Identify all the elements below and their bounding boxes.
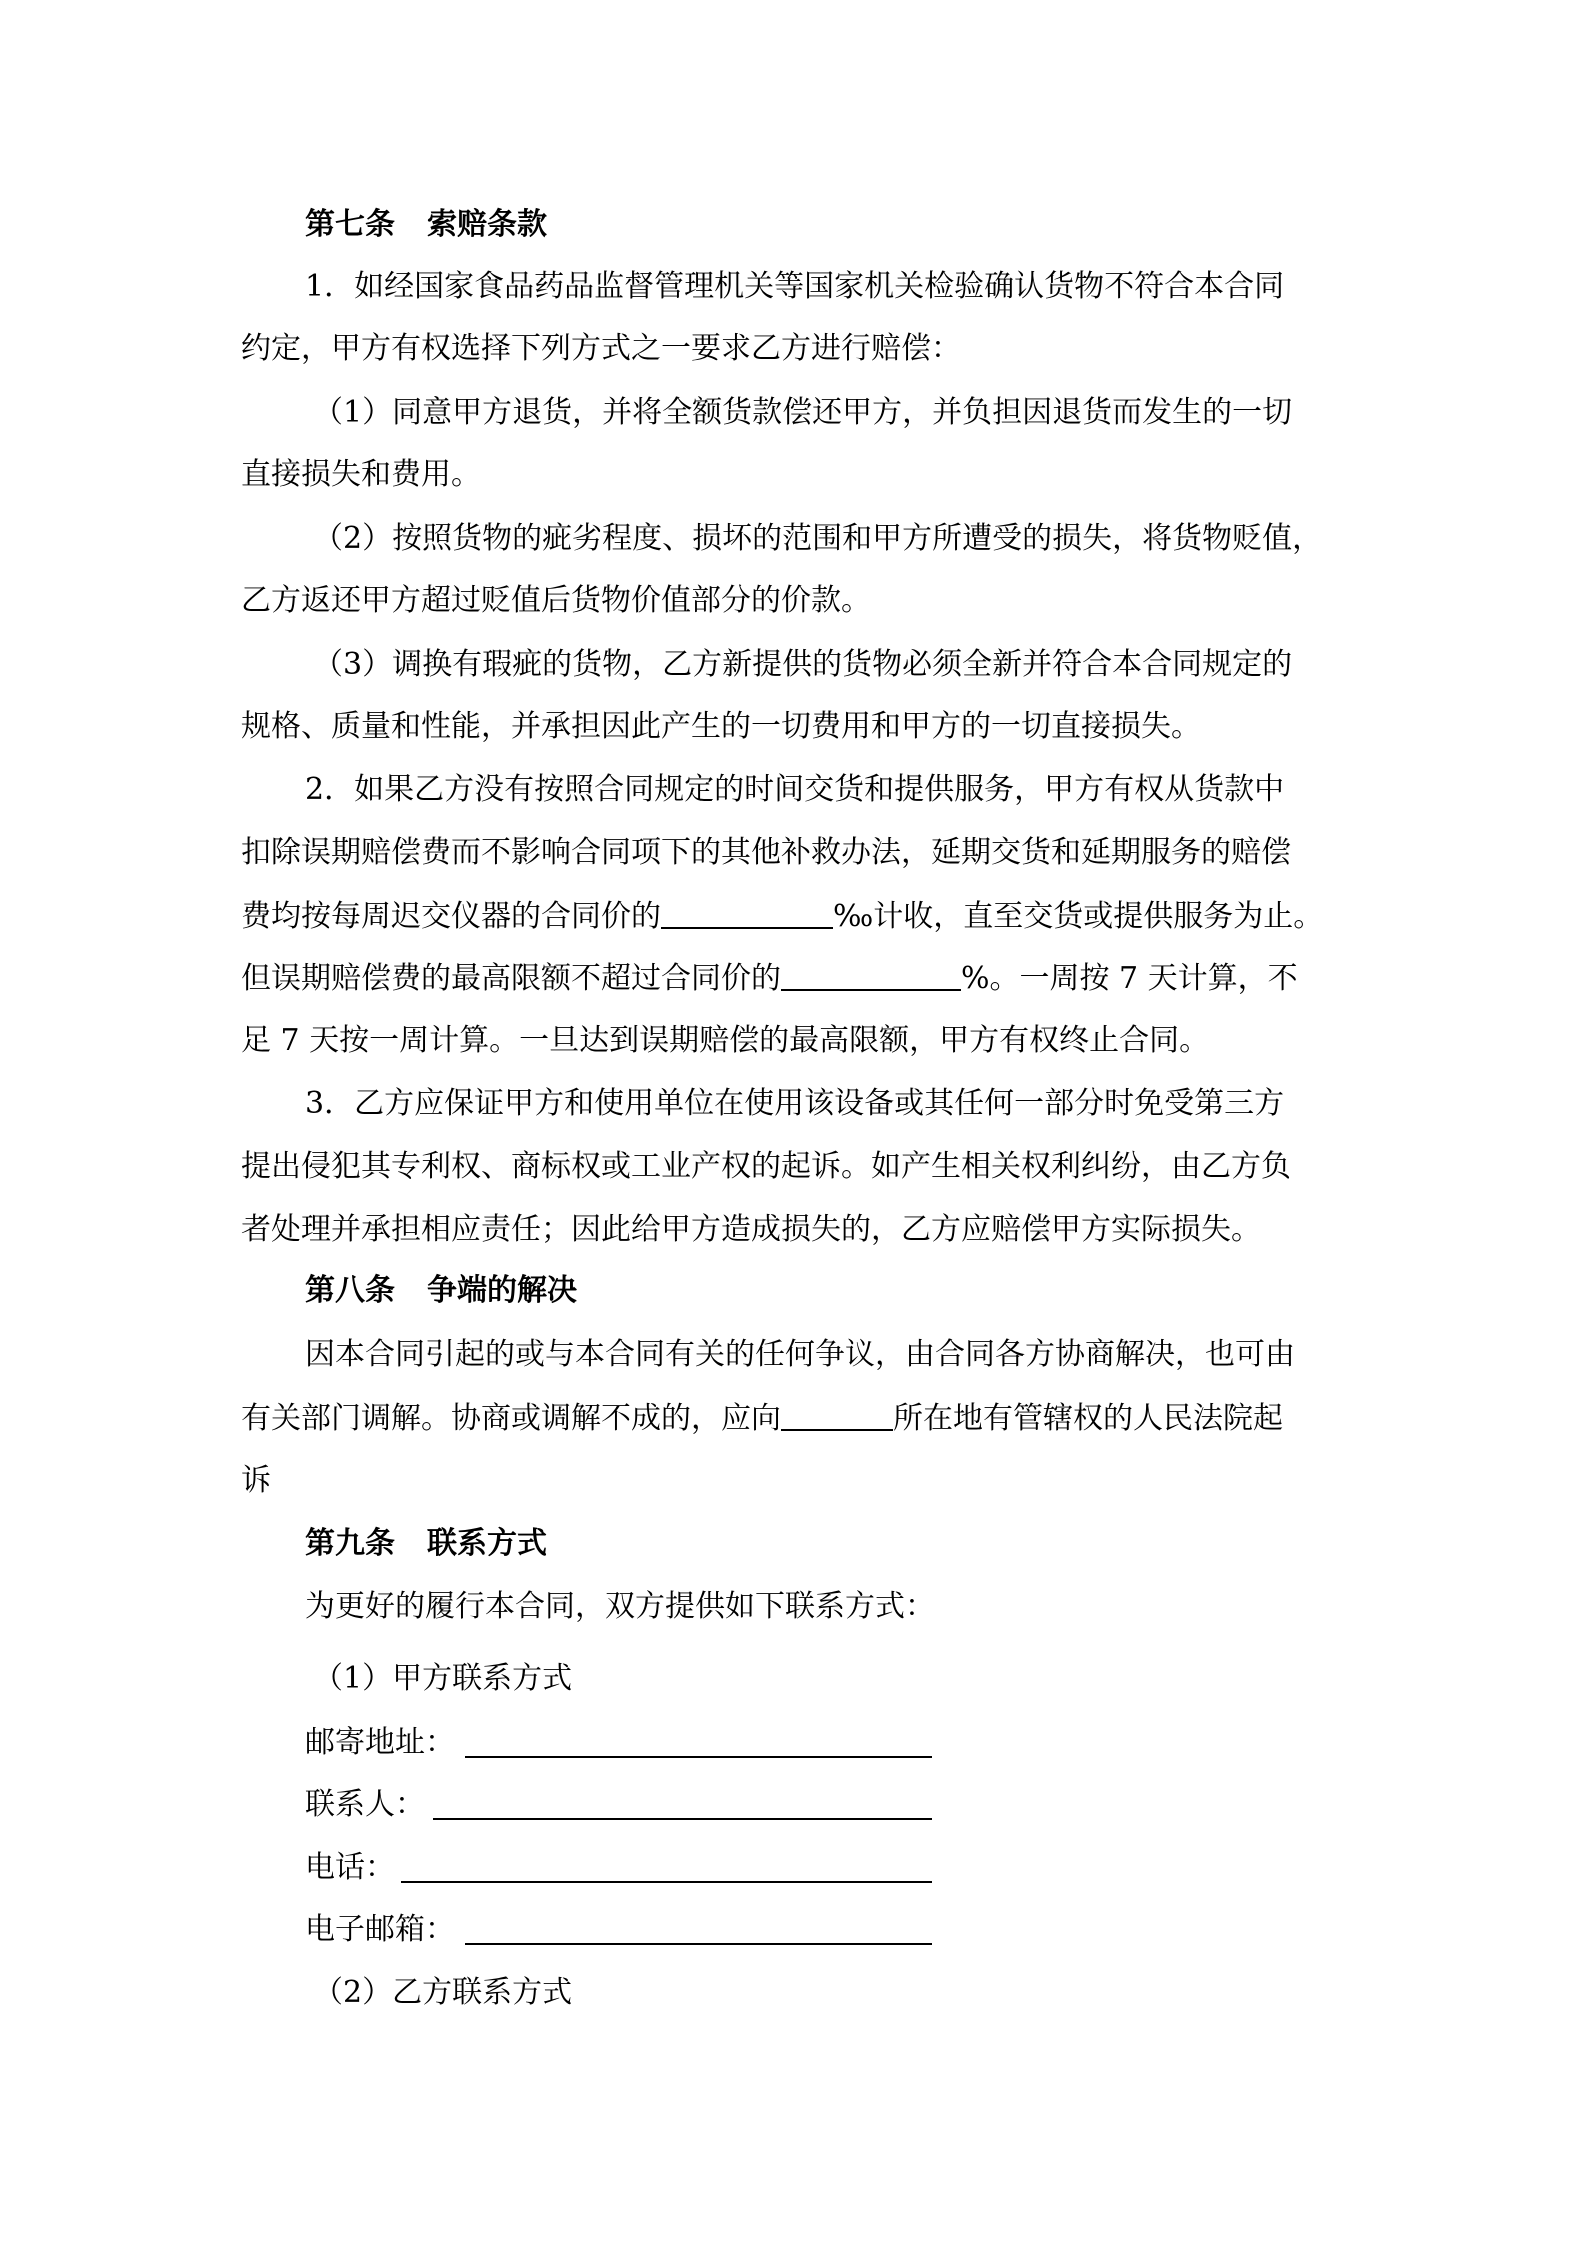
subclause-3-line-2: 规格、质量和性能，并承担因此产生的一切费用和甲方的一切直接损失。 [241,709,1201,744]
clause-2-line-3 [241,901,1323,932]
rate-blank[interactable] [661,901,833,929]
party-a-heading: （1）甲方联系方式 [313,1661,573,1696]
contact-person-label: 联系人： [305,1787,425,1822]
clause-2-line-1: 2．如果乙方没有按照合同规定的时间交货和提供服务，甲方有权从货款中 [305,772,1285,807]
article-8-line-2 [241,1403,1283,1434]
clause-2-text-b: ‰计收，直至交货或提供服务为止。 [833,899,1324,934]
article-8-line-1: 因本合同引起的或与本合同有关的任何争议，由合同各方协商解决，也可由 [305,1337,1295,1372]
subclause-3-line-1: （3）调换有瑕疵的货物，乙方新提供的货物必须全新并符合本合同规定的 [313,647,1293,682]
clause-2-line-5: 足 7 天按一周计算。一旦达到误期赔偿的最高限额，甲方有权终止合同。 [241,1023,1210,1058]
clause-2-line-4 [241,963,1298,994]
subclause-2-line-1: （2）按照货物的疵劣程度、损坏的范围和甲方所遭受的损失，将货物贬值， [313,521,1323,556]
article-9-number: 第九条 [305,1526,395,1561]
article-9-intro: 为更好的履行本合同，双方提供如下联系方式： [305,1589,935,1624]
article-7-title: 索赔条款 [427,207,547,242]
clause-3-line-1: 3．乙方应保证甲方和使用单位在使用该设备或其任何一部分时免受第三方 [305,1086,1285,1121]
article-9-heading [305,1526,547,1561]
article-7-heading [305,207,547,242]
clause-3-line-2: 提出侵犯其专利权、商标权或工业产权的起诉。如产生相关权利纠纷，由乙方负 [241,1149,1291,1184]
clause-3-line-3: 者处理并承担相应责任；因此给甲方造成损失的，乙方应赔偿甲方实际损失。 [241,1212,1261,1247]
article-8-title: 争端的解决 [427,1273,577,1308]
phone-field[interactable] [401,1881,932,1883]
party-b-heading: （2）乙方联系方式 [313,1975,573,2010]
mailing-address-field[interactable] [465,1756,932,1758]
clause-2-text-d: %。一周按 7 天计算，不 [961,961,1298,996]
article-8-heading [305,1273,577,1308]
clause-1-line-2: 约定，甲方有权选择下列方式之一要求乙方进行赔偿： [241,331,961,366]
subclause-2-line-2: 乙方返还甲方超过贬值后货物价值部分的价款。 [241,583,871,618]
article-9-title: 联系方式 [427,1526,547,1561]
clause-2-line-2: 扣除误期赔偿费而不影响合同项下的其他补救办法，延期交货和延期服务的赔偿 [241,835,1291,870]
subclause-1-line-1: （1）同意甲方退货，并将全额货款偿还甲方，并负担因退货而发生的一切 [313,395,1293,430]
article-8-text-b: 所在地有管辖权的人民法院起 [893,1401,1283,1436]
max-limit-blank[interactable] [781,963,961,991]
article-8-number: 第八条 [305,1273,395,1308]
phone-label: 电话： [305,1850,395,1885]
court-location-blank[interactable] [781,1403,893,1431]
clause-2-text-c: 但误期赔偿费的最高限额不超过合同价的 [241,961,781,996]
email-field[interactable] [465,1943,932,1945]
subclause-1-line-2: 直接损失和费用。 [241,457,481,492]
article-8-line-3: 诉 [241,1463,271,1498]
clause-1-line-1: 1．如经国家食品药品监督管理机关等国家机关检验确认货物不符合本合同 [305,269,1285,304]
email-label: 电子邮箱： [305,1912,455,1947]
article-8-text-a: 有关部门调解。协商或调解不成的，应向 [241,1401,781,1436]
contact-person-field[interactable] [433,1818,932,1820]
article-7-number: 第七条 [305,207,395,242]
mailing-address-label: 邮寄地址： [305,1725,455,1760]
clause-2-text-a: 费均按每周迟交仪器的合同价的 [241,899,661,934]
